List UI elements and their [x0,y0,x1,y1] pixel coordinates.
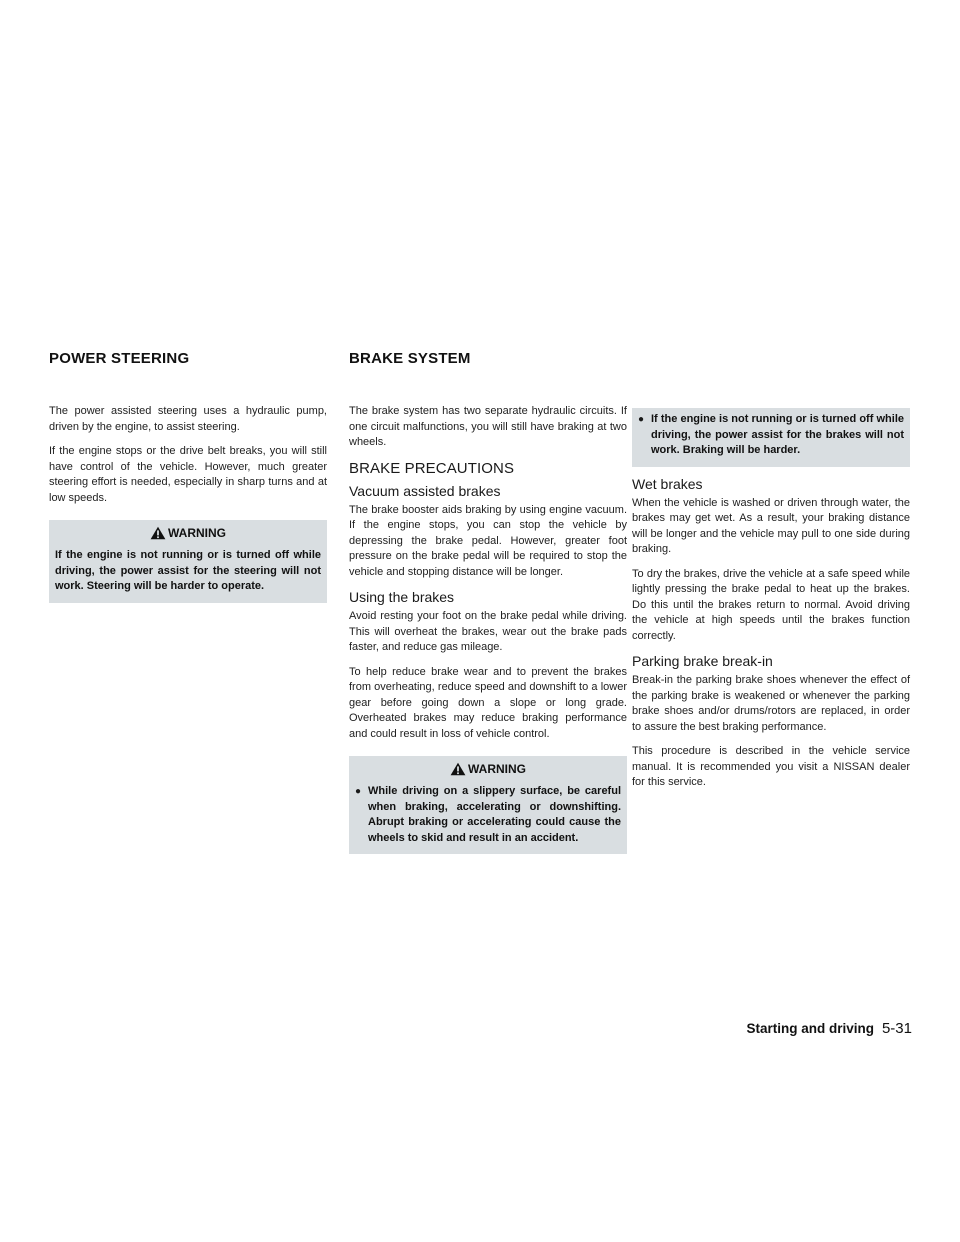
wet-brakes-heading: Wet brakes [632,475,703,492]
using-brakes-paragraph: Avoid resting your foot on the brake pedal while driving. This will overheat the brakes, wear out the brake pads faster, and reduce gas mileage. [349,610,627,653]
bullet-dot-icon: ● [355,786,362,797]
warning-label: WARNING [468,762,526,776]
brake-system-column-continued [632,408,910,800]
power-steering-paragraph: The power assisted steering uses a hydraulic pump, driven by the engine, to assist steering. [49,405,327,433]
vacuum-brakes-text: The brake booster aids braking by using engine vacuum. If the engine stops, you can stop the vehicle by depressing the brake pedal. However, greater foot pressure on the brake pedal will be required to stop the vehicle and stopping distance will be longer. [349,503,627,578]
brake-warning-box-continued [632,408,910,467]
chapter-title: Starting and driving [746,1021,874,1036]
warning-bullet [355,784,621,846]
warning-text: If the engine is not running or is turned off while driving, the power assist for the steering will not work. Steering will be harder to operate. [55,549,321,592]
brake-system-column [349,404,627,863]
vacuum-brakes-heading: Vacuum assisted brakes [349,482,501,499]
page-footer [746,1020,912,1037]
brake-system-title: BRAKE SYSTEM [349,350,471,367]
parking-brake-heading: Parking brake break-in [632,653,773,669]
brake-precautions-heading: BRAKE PRECAUTIONS [349,459,515,477]
warning-header [55,526,321,540]
parking-brake-paragraph: Break-in the parking brake shoes whenever the effect of the parking brake is weakened or whenever the parking brake shoes and/or drums/rotors are replaced, in order to assure the best braking performance. [632,674,910,733]
power-steering-title: POWER STEERING [49,350,190,367]
using-brakes-paragraph: To help reduce brake wear and to prevent the brakes from overheating, reduce speed and downshift to a lower gear before going down a slope or long grade. Overheated brakes may reduce braking performance and could result in loss of vehicle control. [349,665,627,740]
warning-label: WARNING [168,526,226,540]
warning-triangle-icon [150,526,166,540]
warning-bullet-text: If the engine is not running or is turned off while driving, the power assist for the brakes will not work. Braking will be harder. [651,413,904,456]
brake-warning-box [349,756,627,854]
power-steering-column [49,404,327,612]
warning-triangle-icon [450,762,466,776]
brake-system-intro: The brake system has two separate hydraulic circuits. If one circuit malfunctions, you will still have braking at two wheels. [349,405,627,448]
using-brakes-heading: Using the brakes [349,589,455,605]
page-number: 5-31 [881,1020,912,1037]
power-steering-warning-box [49,520,327,603]
bullet-dot-icon: ● [638,414,645,425]
wet-brakes-paragraph: When the vehicle is washed or driven through water, the brakes may get wet. As a result, your braking distance will be longer and the vehicle may pull to one side during braking. [632,496,910,555]
power-steering-paragraph: If the engine stops or the drive belt breaks, you will still have control of the vehicle. However, much greater steering effort is needed, especially in sharp turns and at low speeds. [49,445,327,504]
parking-brake-paragraph: This procedure is described in the vehicle service manual. It is recommended you visit a NISSAN dealer for this service. [632,745,910,788]
warning-header [355,762,621,776]
warning-bullet [638,412,904,459]
wet-brakes-paragraph: To dry the brakes, drive the vehicle at a safe speed while lightly pressing the brake pedal to heat up the brakes. Do this until the brakes return to normal. Avoid driving the vehicle at high speeds until the brakes function correctly. [632,567,910,642]
warning-bullet-text: While driving on a slippery surface, be careful when braking, accelerating or downshifting. Abrupt braking or accelerating could cause the wheels to skid and result in an accident. [368,785,621,844]
